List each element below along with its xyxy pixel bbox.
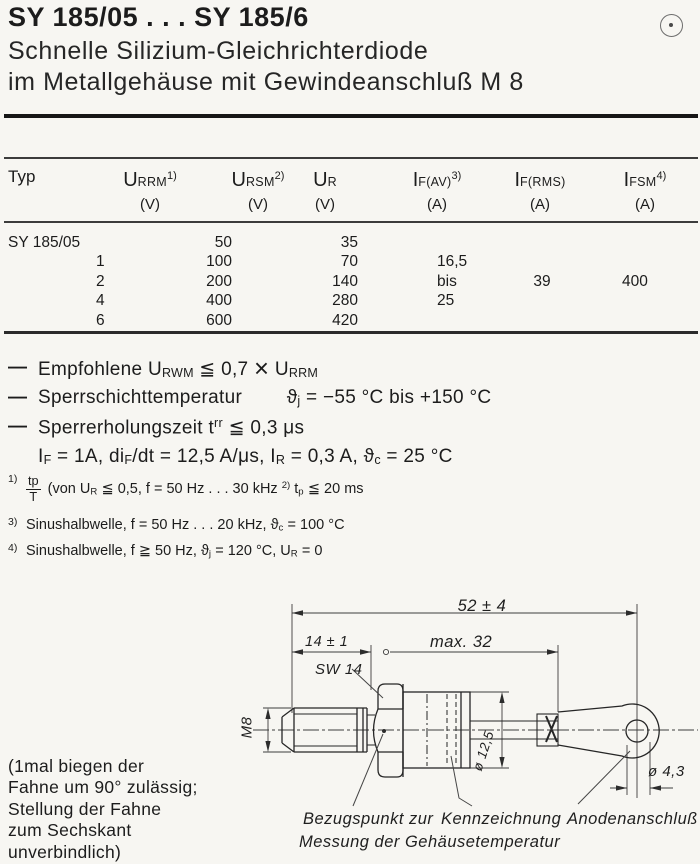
page-title: SY 185/05 . . . SY 185/6 bbox=[8, 2, 309, 32]
label-anodenanschluss: Anodenanschluß bbox=[567, 810, 698, 828]
column-header-urrm: URRM$^{1)}$ (V) bbox=[123, 169, 177, 213]
table-row: SY 185/05 50 35 bbox=[8, 234, 358, 251]
label-bezugspunkt-line1: Bezugspunkt zur bbox=[303, 810, 434, 828]
anode-flag bbox=[558, 704, 659, 758]
note-line: — Sperrschichttemperatur ϑj = −55 °C bis +150 °C bbox=[8, 386, 492, 408]
dimension-label-14: 14 ± 1 bbox=[305, 634, 349, 650]
column-header-ifav: IF(AV)$^{3)}$ (A) bbox=[412, 169, 462, 213]
label-bezugspunkt-line2: Messung der Gehäusetemperatur bbox=[299, 833, 561, 851]
dimension-label-dia43: ø 4,3 bbox=[648, 763, 685, 780]
flag-bending-note-line: Stellung der Fahne bbox=[8, 798, 162, 819]
dimension-label-dia125: ø 12,5 bbox=[469, 728, 497, 773]
page-subtitle-line2: im Metallgehäuse mit Gewindeanschluß M 8 bbox=[8, 68, 524, 96]
label-kennzeichnung: Kennzeichnung bbox=[441, 810, 562, 828]
footnote-4: 4) Sinushalbwelle, f ≧ 50 Hz, ϑj = 120 °C, UR = 0 bbox=[8, 541, 323, 560]
column-header-ursm: URSM$^{2)}$ (V) bbox=[231, 169, 285, 213]
dimension-label-max32: max. 32 bbox=[430, 633, 493, 651]
note-line: — Empfohlene URWM ≦ 0,7 × URRM bbox=[8, 355, 319, 383]
table-row: 2 200 140 bis 39 400 bbox=[96, 272, 648, 290]
dimension-label-m8: M8 bbox=[238, 716, 256, 739]
flag-bending-note-line: (1mal biegen der bbox=[8, 756, 145, 776]
note-line: IF = 1A, diF/dt = 12,5 A/μs, IR = 0,3 A, ϑc = 25 °C bbox=[38, 445, 453, 467]
column-header-ur: UR (V) bbox=[313, 169, 337, 213]
column-header-typ: Typ bbox=[8, 167, 36, 186]
page-subtitle-line1: Schnelle Silizium-Gleichrichterdiode bbox=[8, 37, 429, 65]
flag-bending-note-line: unverbindlich) bbox=[8, 841, 122, 862]
flag-bending-note bbox=[8, 756, 198, 863]
column-header-ifrms: IF(RMS) (A) bbox=[514, 169, 566, 213]
table-row: 6 600 420 bbox=[96, 311, 358, 329]
flag-bending-note-line: zum Sechskant bbox=[8, 820, 132, 841]
note-line: — Sperrerholungszeit $t^{rr}$ ≦ 0,3 μs bbox=[8, 416, 305, 439]
column-header-ifsm: IFSM$^{4)}$ (A) bbox=[623, 169, 667, 213]
dimension-label-sw14: SW 14 bbox=[315, 661, 363, 678]
flag-bending-note-line: Fahne um 90° zulässig; bbox=[8, 777, 198, 798]
dimension-label-52: 52 ± 4 bbox=[457, 597, 507, 615]
hex-nut bbox=[374, 684, 404, 777]
footnote-3: 3) Sinushalbwelle, f = 50 Hz . . . 20 kHz, ϑc = 100 °C bbox=[8, 516, 345, 534]
table-row: 1 100 70 16,5 bbox=[96, 253, 468, 271]
table-row: 4 400 280 25 bbox=[96, 292, 455, 310]
footnote-1: 1) $\frac{tp}{T}$ (von UR ≦ 0,5, f = 50 Hz . . . 30 kHz $^{2)}$ tp ≦ 20 ms bbox=[8, 473, 364, 504]
